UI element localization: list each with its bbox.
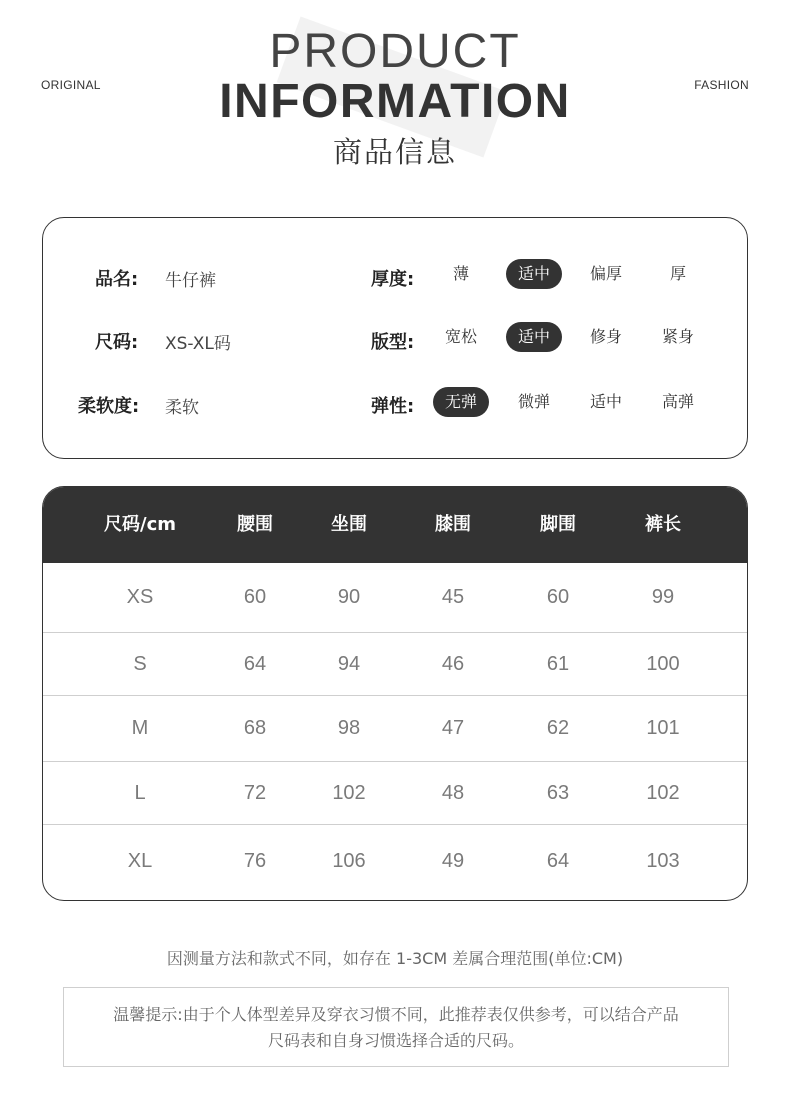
table-cell: 61 <box>546 652 570 675</box>
tip-line-1: 温馨提示:由于个人体型差异及穿衣习惯不同，此推荐表仅供参考，可以结合产品 <box>113 1005 679 1024</box>
table-cell: 60 <box>546 586 570 608</box>
table-cell: L <box>134 781 146 804</box>
thickness-option: 偏厚 <box>589 264 622 283</box>
thickness-label: 厚度: <box>371 269 415 290</box>
table-cell: 60 <box>243 586 267 608</box>
table-cell: 99 <box>651 586 675 608</box>
softness-label: 柔软度: <box>78 396 140 417</box>
title-product: PRODUCT <box>269 25 521 78</box>
tip-line-2: 尺码表和自身习惯选择合适的尺码。 <box>267 1031 524 1050</box>
fit-option: 适中 <box>506 322 562 352</box>
table-cell: 100 <box>646 652 680 675</box>
product-info-card <box>42 217 748 459</box>
size-chart-table <box>42 486 748 901</box>
softness-value: 柔软 <box>165 398 199 418</box>
thickness-option: 厚 <box>669 264 686 283</box>
fit-option: 宽松 <box>444 327 477 346</box>
fit-option: 修身 <box>589 327 622 346</box>
table-cell: 49 <box>441 849 465 872</box>
table-row <box>43 696 747 762</box>
table-cell: 90 <box>337 586 361 608</box>
tip-box <box>63 987 729 1067</box>
table-cell: 106 <box>332 849 366 872</box>
name-value: 牛仔裤 <box>165 271 216 291</box>
table-header <box>43 487 747 563</box>
size-label: 尺码: <box>95 332 139 353</box>
table-cell: 47 <box>441 717 465 739</box>
fashion-label: FASHION <box>694 78 749 92</box>
table-cell: 62 <box>546 717 570 739</box>
column-header: 腰围 <box>237 514 273 535</box>
table-cell: 72 <box>243 781 267 804</box>
elasticity-option: 适中 <box>589 392 622 411</box>
table-cell: 103 <box>646 849 680 872</box>
elasticity-option: 高弹 <box>661 392 694 411</box>
table-row <box>43 563 747 633</box>
column-header: 脚围 <box>540 514 576 535</box>
column-header: 膝围 <box>435 514 471 535</box>
table-row <box>43 633 747 696</box>
column-header: 坐围 <box>331 514 367 535</box>
table-cell: 48 <box>441 781 465 804</box>
table-cell: 76 <box>243 849 267 872</box>
table-cell: 98 <box>337 717 361 739</box>
table-cell: 94 <box>337 652 361 675</box>
table-cell: XL <box>127 849 153 872</box>
elasticity-option: 无弹 <box>433 387 489 417</box>
elasticity-label: 弹性: <box>371 396 415 417</box>
name-label: 品名: <box>95 269 139 290</box>
table-cell: 63 <box>546 781 570 804</box>
title-chinese: 商品信息 <box>332 135 457 169</box>
column-header: 尺码/cm <box>104 514 176 535</box>
table-cell: 68 <box>243 717 267 739</box>
measurement-note: 因测量方法和款式不同，如存在 1-3CM 差属合理范围(单位:CM) <box>166 949 624 968</box>
table-row <box>43 825 747 901</box>
table-cell: XS <box>126 586 154 608</box>
table-cell: S <box>133 652 147 675</box>
title-information: INFORMATION <box>219 75 571 128</box>
size-value: XS-XL码 <box>165 334 231 354</box>
table-cell: 45 <box>441 586 465 608</box>
table-row <box>43 762 747 825</box>
original-label: ORIGINAL <box>41 78 101 92</box>
table-cell: 46 <box>441 652 465 675</box>
table-cell: 64 <box>546 849 570 872</box>
table-cell: 64 <box>243 652 267 675</box>
fit-option: 紧身 <box>661 327 694 346</box>
table-cell: 102 <box>332 781 366 804</box>
table-cell: 102 <box>646 781 680 804</box>
thickness-option: 适中 <box>506 259 562 289</box>
table-cell: M <box>131 717 149 739</box>
fit-label: 版型: <box>371 332 415 353</box>
table-cell: 101 <box>646 717 680 739</box>
elasticity-option: 微弹 <box>517 392 550 411</box>
thickness-option: 薄 <box>452 264 469 283</box>
column-header: 裤长 <box>645 514 681 535</box>
